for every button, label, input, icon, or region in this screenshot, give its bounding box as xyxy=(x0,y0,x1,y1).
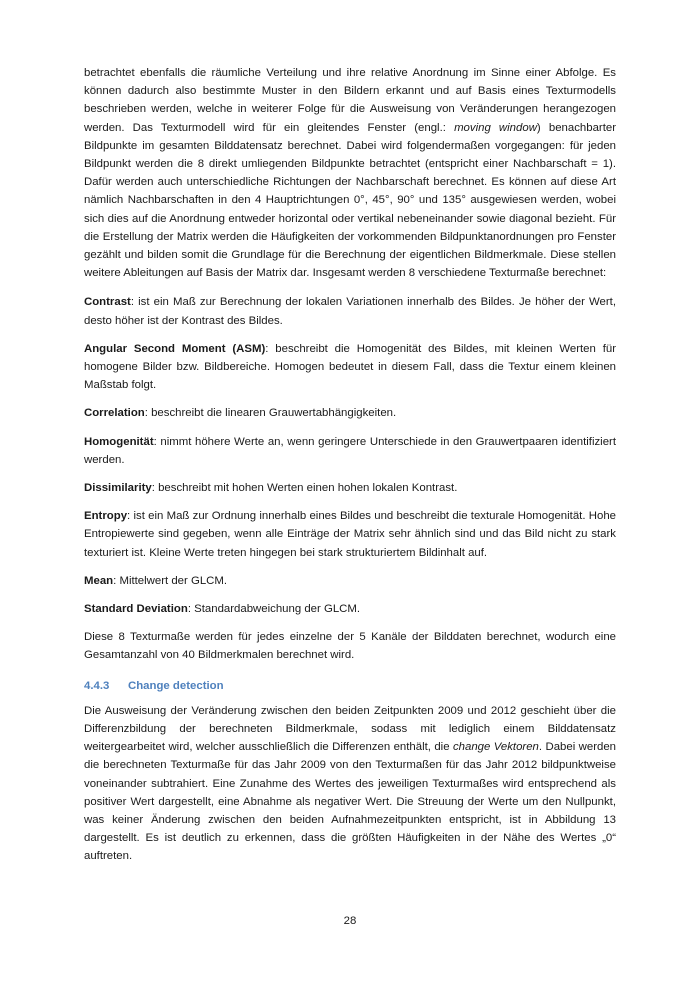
measure-standard-deviation: Standard Deviation: Standardabweichung der GLCM. xyxy=(84,603,361,616)
section-italic-term: change Vektoren xyxy=(452,741,539,754)
measure-asm: Angular Second Moment (ASM): beschreibt die Homogenität des Bildes, mit kleinen Werten für homogene Bilder bzw. Bildbereiche. Homogen bedeutet in diesem Fall, dass die Textur einem kleinen Maßstab folgt. xyxy=(84,342,616,392)
section-title: Change detection xyxy=(128,679,224,692)
measure-homogenitaet: Homogenität: nimmt höhere Werte an, wenn geringere Unterschiede in den Grauwertpaaren identifiziert werden. xyxy=(84,435,616,466)
measure-contrast: Contrast: ist ein Maß zur Berechnung der lokalen Variationen innerhalb des Bildes. Je höher der Wert, desto höher ist der Kontrast des Bildes. xyxy=(84,296,616,327)
summary-paragraph: Diese 8 Texturmaße werden für jedes einzelne der 5 Kanäle der Bilddaten berechnet, wodurch eine Gesamtanzahl von 40 Bildmerkmalen berechnet wird. xyxy=(84,631,616,662)
measure-entropy: Entropy: ist ein Maß zur Ordnung innerhalb eines Bildes und beschreibt die texturale Homogenität. Hohe Entropiewerte sind gegeben, wenn alle Einträge der Matrix sehr ähnlich sind und das Bild nicht zu stark texturiert ist. Kleine Werte treten hingegen bei stark strukturiertem Bildinhalt auf. xyxy=(84,510,616,559)
intro-italic-term: moving window xyxy=(454,121,537,134)
page-number: 28 xyxy=(343,915,357,927)
document-page xyxy=(84,64,616,876)
section-paragraph: Die Ausweisung der Veränderung zwischen den beiden Zeitpunkten 2009 und 2012 geschieht über die Differenzbildung der berechneten Bildmerkmale, sodass mit lediglich einem Bilddatensatz weitergearbeitet wird, welcher ausschließlich die Differenzen enthält, die change Vektoren. Dabei werden die berechneten Texturmaße für das Jahr 2009 von den Texturmaßen für das Jahr 2012 bildpunktweise voneinander subtrahiert. Eine Zunahme des Wertes des jeweiligen Texturmaßes wird entsprechend als positiver Wert dargestellt, eine Abnahme als negativer Wert. Die Streuung der Werte um den Nullpunkt, was keiner Änderung zwischen den beiden Aufnahmezeitpunkten entspricht, ist in Abbildung 13 dargestellt. Es ist deutlich zu erkennen, dass die größten Häufigkeiten in der Nähe des Wertes „0“ auftreten. xyxy=(84,704,617,863)
section-number: 4.4.3 xyxy=(84,679,110,692)
intro-paragraph: betrachtet ebenfalls die räumliche Verteilung und ihre relative Anordnung im Sinne einer Abfolge. Es können dadurch also bestimmte Muster in den Bildern erkannt und auf Basis eines Texturmodells beschrieben werden, welche in weiterer Folge für die Ausweisung von Veränderungen herangezogen werden. Das Texturmodell wird für ein gleitendes Fenster (engl.: moving window) benachbarter Bildpunkte im gesamten Bilddatensatz berechnet. Dabei wird folgendermaßen vorgegangen: für jeden Bildpunkt werden die 8 direkt umliegenden Bildpunkte betrachtet (entspricht einer Nachbarschaft = 1). Dafür werden auch unterschiedliche Richtungen der Nachbarschaft berechnet. Es können auf diese Art nämlich Nachbarschaften in den 4 Hauptrichtungen 0°, 45°, 90° und 135° ausgewiesen werden, wobei sich dies auf die Anordnung entweder horizontal oder vertikal nebeneinander sowie diagonal bezieht. Für die Erstellung der Matrix werden die Häufigkeiten der vorkommenden Bildpunktanordnungen pro Fenster gezählt und bilden somit die Grundlage für die Berechnung der eigentlichen Bildmerkmale. Diese stellen weitere Ableitungen auf Basis der Matrix dar. Insgesamt werden 8 verschiedene Texturmaße berechnet: xyxy=(84,67,616,280)
measure-dissimilarity: Dissimilarity: beschreibt mit hohen Werten einen hohen lokalen Kontrast. xyxy=(84,482,458,495)
measure-mean: Mean: Mittelwert der GLCM. xyxy=(84,574,228,587)
section-heading xyxy=(84,677,616,695)
measure-correlation: Correlation: beschreibt die linearen Grauwertabhängigkeiten. xyxy=(84,407,397,420)
